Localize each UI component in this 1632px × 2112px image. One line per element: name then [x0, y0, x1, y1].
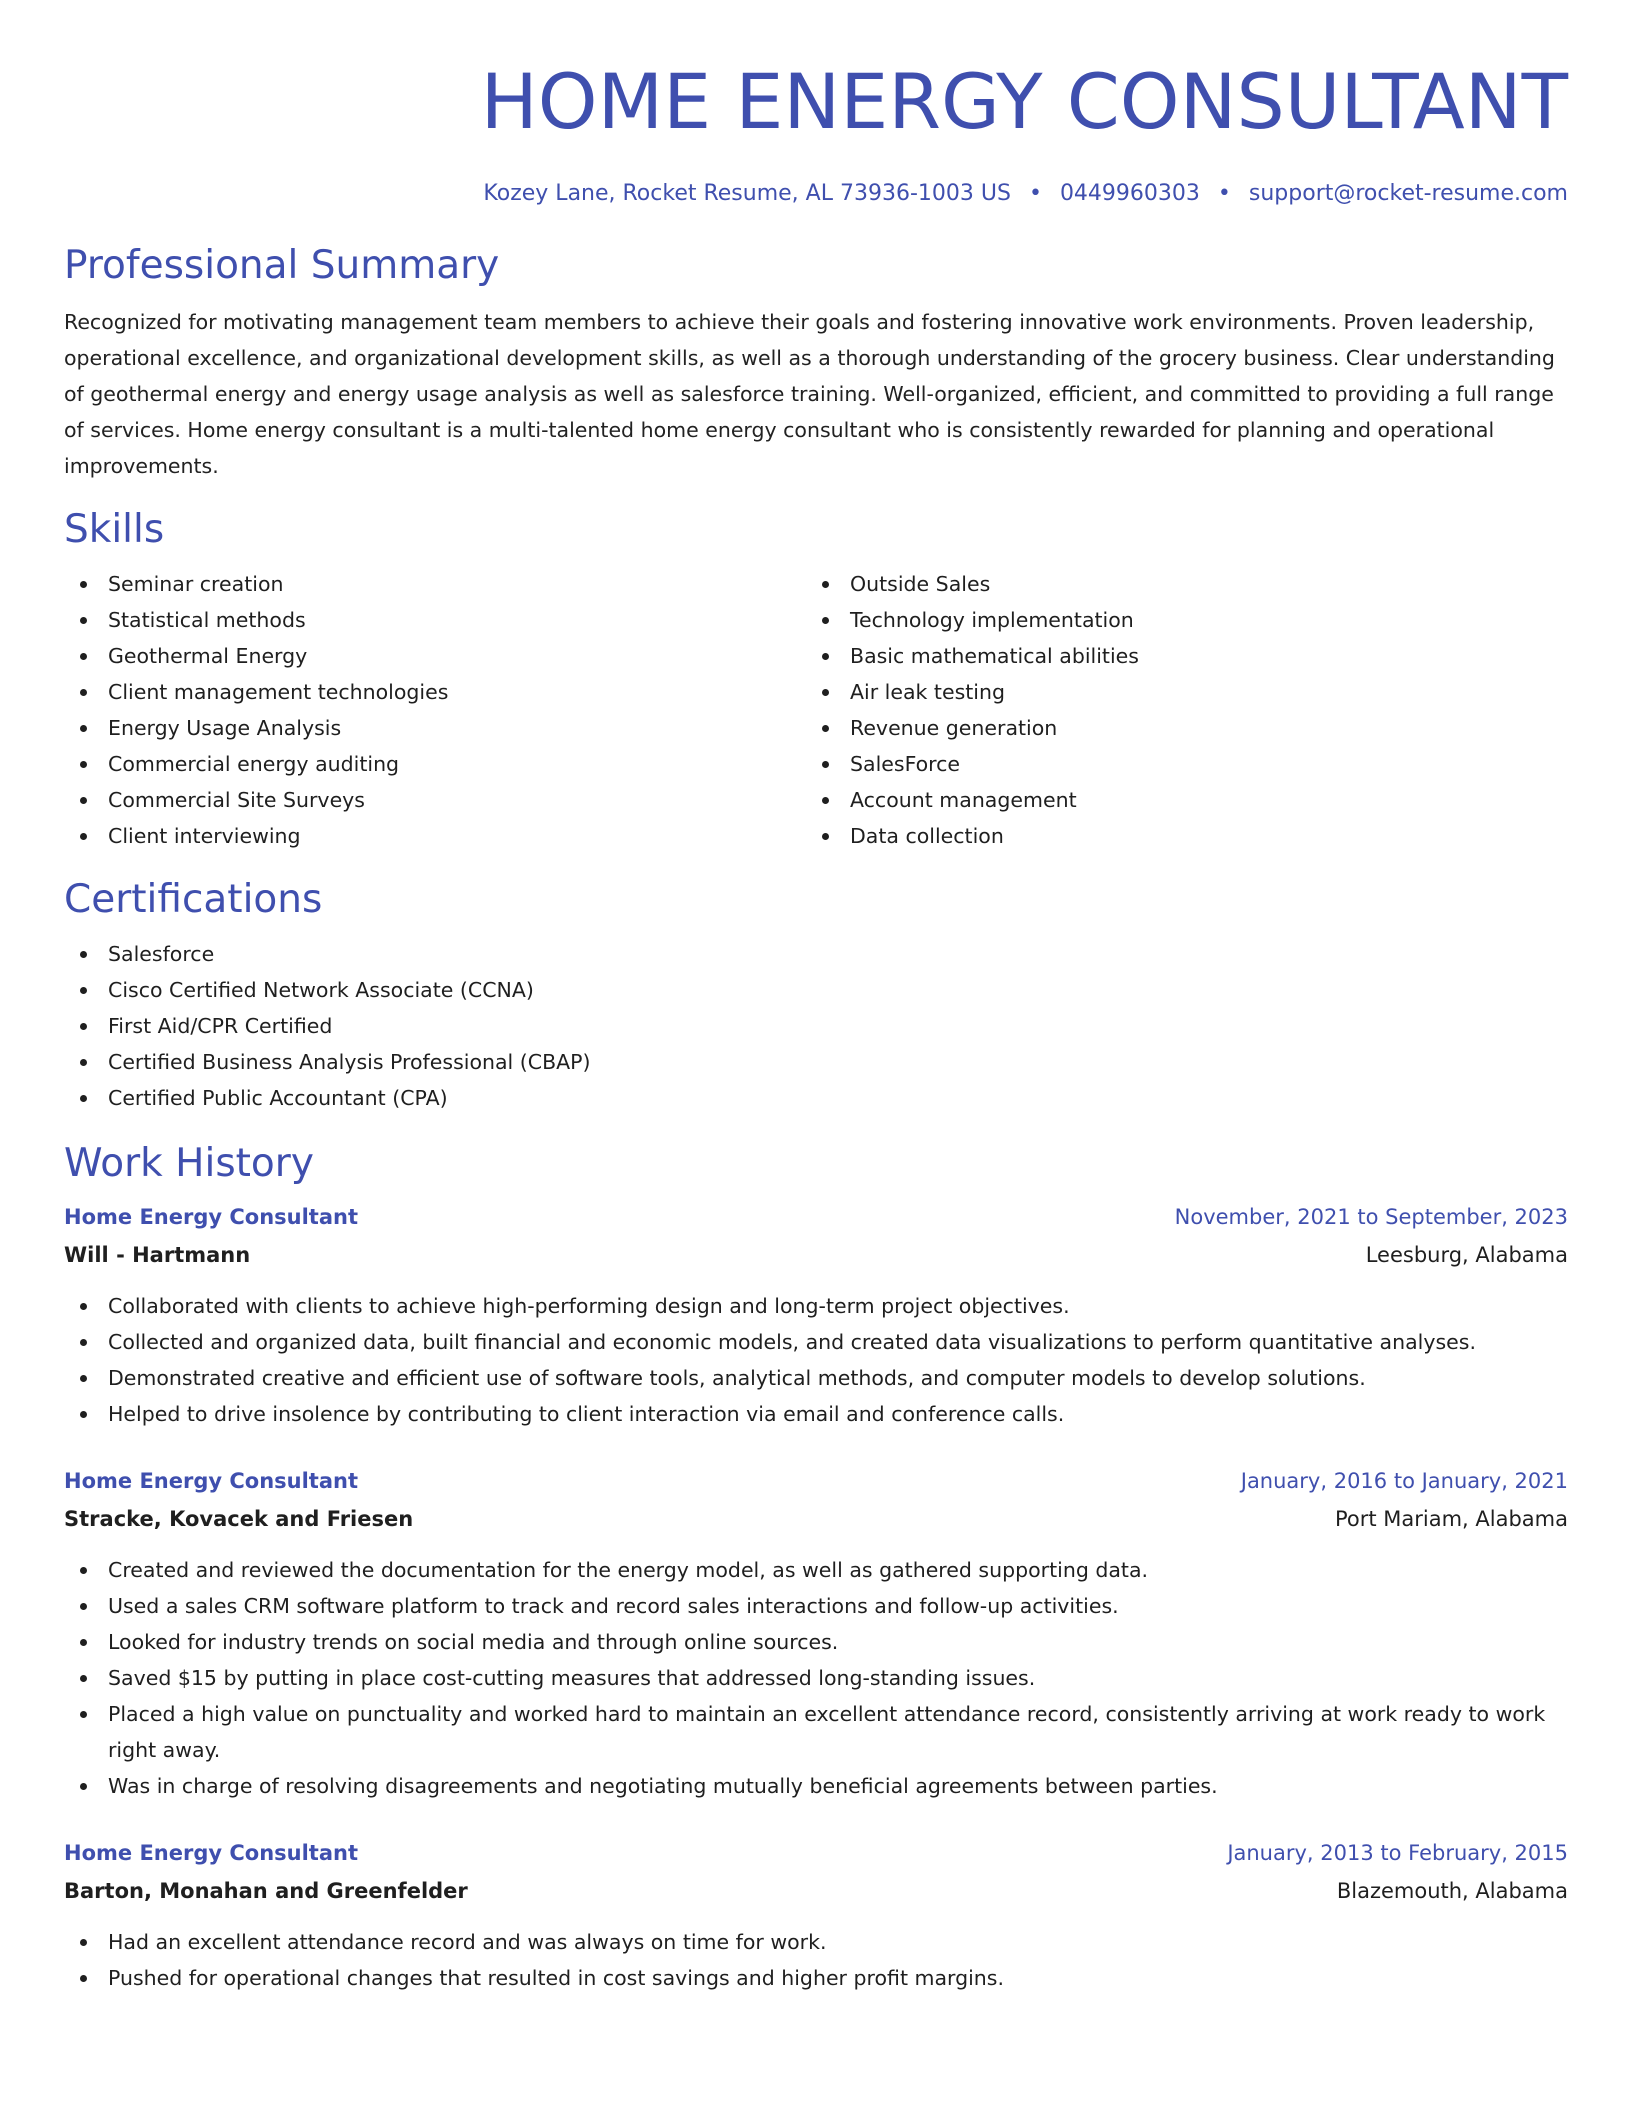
job-title: Home Energy Consultant	[64, 1841, 358, 1865]
job-header-row	[64, 1198, 1568, 1236]
certifications-section	[64, 874, 1568, 1116]
job-dates: January, 2013 to February, 2015	[1227, 1841, 1568, 1865]
resume-page	[64, 0, 1568, 1996]
skills-list-right	[806, 566, 1548, 854]
skill-item: Geothermal Energy	[64, 638, 806, 674]
job-bullet: Had an excellent attendance record and was always on time for work.	[64, 1924, 1568, 1960]
skill-item: Client management technologies	[64, 674, 806, 710]
job-location: Port Mariam, Alabama	[1334, 1507, 1568, 1531]
contact-phone: 0449960303	[1059, 181, 1200, 206]
skill-item: Commercial Site Surveys	[64, 782, 806, 818]
contact-email[interactable]: support@rocket-resume.com	[1248, 181, 1568, 206]
job-bullets	[64, 1288, 1568, 1432]
skill-item: Commercial energy auditing	[64, 746, 806, 782]
job-bullet: Looked for industry trends on social media and through online sources.	[64, 1624, 1568, 1660]
skill-item: Client interviewing	[64, 818, 806, 854]
certification-item: Salesforce	[64, 936, 1568, 972]
resume-name: HOME ENERGY CONSULTANT	[480, 57, 1568, 146]
certification-item: Certified Public Accountant (CPA)	[64, 1080, 1568, 1116]
job-company-row	[64, 1872, 1568, 1910]
job-entry	[64, 1198, 1568, 1432]
job-bullet: Helped to drive insolence by contributing to client interaction via email and conference calls.	[64, 1396, 1568, 1432]
job-entry	[64, 1834, 1568, 1996]
skill-item: Energy Usage Analysis	[64, 710, 806, 746]
skill-item: Statistical methods	[64, 602, 806, 638]
job-bullet: Collaborated with clients to achieve high-performing design and long-term project objectives.	[64, 1288, 1568, 1324]
skill-item: Outside Sales	[806, 566, 1548, 602]
contact-address: Kozey Lane, Rocket Resume, AL 73936-1003 US	[483, 181, 1011, 206]
certification-item: First Aid/CPR Certified	[64, 1008, 1568, 1044]
job-entry	[64, 1462, 1568, 1804]
job-bullet: Pushed for operational changes that resulted in cost savings and higher profit margins.	[64, 1960, 1568, 1996]
skill-item: Air leak testing	[806, 674, 1548, 710]
job-bullet: Was in charge of resolving disagreements and negotiating mutually beneficial agreements between parties.	[64, 1768, 1568, 1804]
job-bullets	[64, 1552, 1568, 1804]
contact-line	[64, 178, 1568, 210]
job-header-row	[64, 1834, 1568, 1872]
job-company-row	[64, 1236, 1568, 1274]
job-dates: November, 2021 to September, 2023	[1174, 1205, 1568, 1229]
skills-columns	[64, 566, 1568, 854]
skills-heading: Skills	[64, 507, 165, 552]
skill-item: Seminar creation	[64, 566, 806, 602]
job-company-row	[64, 1500, 1568, 1538]
skill-item: Basic mathematical abilities	[806, 638, 1548, 674]
job-bullet: Collected and organized data, built financial and economic models, and created data visualizations to perform quantitative analyses.	[64, 1324, 1568, 1360]
job-company: Stracke, Kovacek and Friesen	[64, 1507, 414, 1531]
job-bullets	[64, 1924, 1568, 1996]
skill-item: SalesForce	[806, 746, 1548, 782]
certification-item: Cisco Certified Network Associate (CCNA)	[64, 972, 1568, 1008]
job-title: Home Energy Consultant	[64, 1469, 358, 1493]
certification-item: Certified Business Analysis Professional (CBAP)	[64, 1044, 1568, 1080]
summary-heading: Professional Summary	[64, 243, 500, 288]
certifications-list	[64, 936, 1568, 1116]
job-header-row	[64, 1462, 1568, 1500]
job-company: Barton, Monahan and Greenfelder	[64, 1879, 468, 1903]
work-history-section	[64, 1138, 1568, 1996]
certifications-heading: Certifications	[64, 877, 323, 922]
job-bullet: Used a sales CRM software platform to track and record sales interactions and follow-up activities.	[64, 1588, 1568, 1624]
job-bullet: Created and reviewed the documentation for the energy model, as well as gathered supporting data.	[64, 1552, 1568, 1588]
skills-section	[64, 504, 1568, 854]
skills-list-left	[64, 566, 806, 854]
job-location: Blazemouth, Alabama	[1336, 1879, 1568, 1903]
job-bullet: Saved $15 by putting in place cost-cutting measures that addressed long-standing issues.	[64, 1660, 1568, 1696]
skill-item: Data collection	[806, 818, 1548, 854]
skill-item: Revenue generation	[806, 710, 1548, 746]
contact-separator: •	[1217, 181, 1231, 206]
job-bullet: Placed a high value on punctuality and worked hard to maintain an excellent attendance record, consistently arriving at work ready to work right away.	[64, 1696, 1568, 1768]
skill-item: Account management	[806, 782, 1548, 818]
job-dates: January, 2016 to January, 2021	[1240, 1469, 1568, 1493]
job-company: Will - Hartmann	[64, 1243, 251, 1267]
summary-section	[64, 240, 1568, 484]
job-title: Home Energy Consultant	[64, 1205, 358, 1229]
job-location: Leesburg, Alabama	[1365, 1243, 1568, 1267]
job-bullet: Demonstrated creative and efficient use of software tools, analytical methods, and computer models to develop solutions.	[64, 1360, 1568, 1396]
skill-item: Technology implementation	[806, 602, 1548, 638]
work-history-heading: Work History	[64, 1141, 314, 1186]
contact-separator: •	[1028, 181, 1042, 206]
summary-text: Recognized for motivating management team members to achieve their goals and fostering innovative work environments. Proven leadership, operational excellence, and organizational development skills, as well as a thorough understanding of the grocery business. Clear understanding of geothermal energy and energy usage analysis as well as salesforce training. Well-organized, efficient, and committed to providing a full range of services. Home energy consultant is a multi-talented home energy consultant who is consistently rewarded for planning and operational improvements.	[64, 310, 1555, 478]
